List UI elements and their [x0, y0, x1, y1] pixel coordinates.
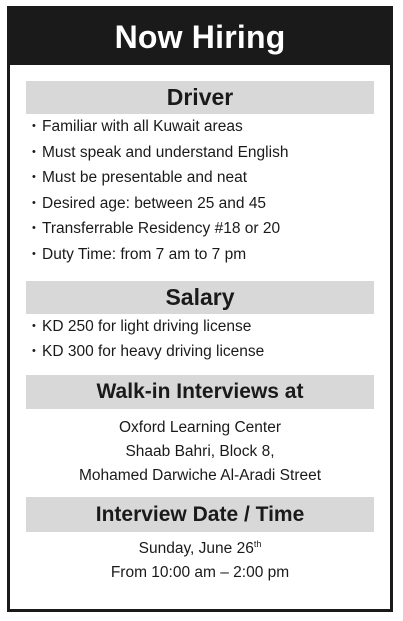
job-advertisement — [7, 6, 393, 612]
list-item: • Familiar with all Kuwait areas — [32, 114, 390, 140]
list-item: • KD 250 for light driving license — [32, 314, 390, 339]
interview-date-heading: Interview Date / Time — [26, 497, 374, 532]
driver-requirements-list — [10, 114, 390, 267]
date-ordinal-suffix: th — [253, 538, 262, 549]
banner-title: Now Hiring — [10, 9, 390, 65]
salary-list — [10, 314, 390, 364]
list-item: • Duty Time: from 7 am to 7 pm — [32, 242, 390, 268]
interview-date-text: Sunday, June 26 — [138, 540, 254, 557]
interview-schedule — [10, 537, 390, 585]
walkin-heading: Walk-in Interviews at — [26, 375, 374, 409]
list-item: • Transferrable Residency #18 or 20 — [32, 216, 390, 242]
list-item: • KD 300 for heavy driving license — [32, 339, 390, 364]
address-line: Oxford Learning Center — [119, 419, 281, 436]
address-line: Mohamed Darwiche Al-Aradi Street — [78, 467, 322, 484]
interview-address — [10, 416, 390, 488]
list-item: • Must speak and understand English — [32, 140, 390, 166]
salary-heading: Salary — [26, 281, 374, 314]
address-line: Shaab Bahri, Block 8, — [125, 443, 275, 460]
list-item: • Desired age: between 25 and 45 — [32, 191, 390, 217]
interview-time: From 10:00 am – 2:00 pm — [110, 564, 290, 581]
driver-heading: Driver — [26, 81, 374, 114]
interview-date — [10, 537, 390, 561]
list-item: • Must be presentable and neat — [32, 165, 390, 191]
